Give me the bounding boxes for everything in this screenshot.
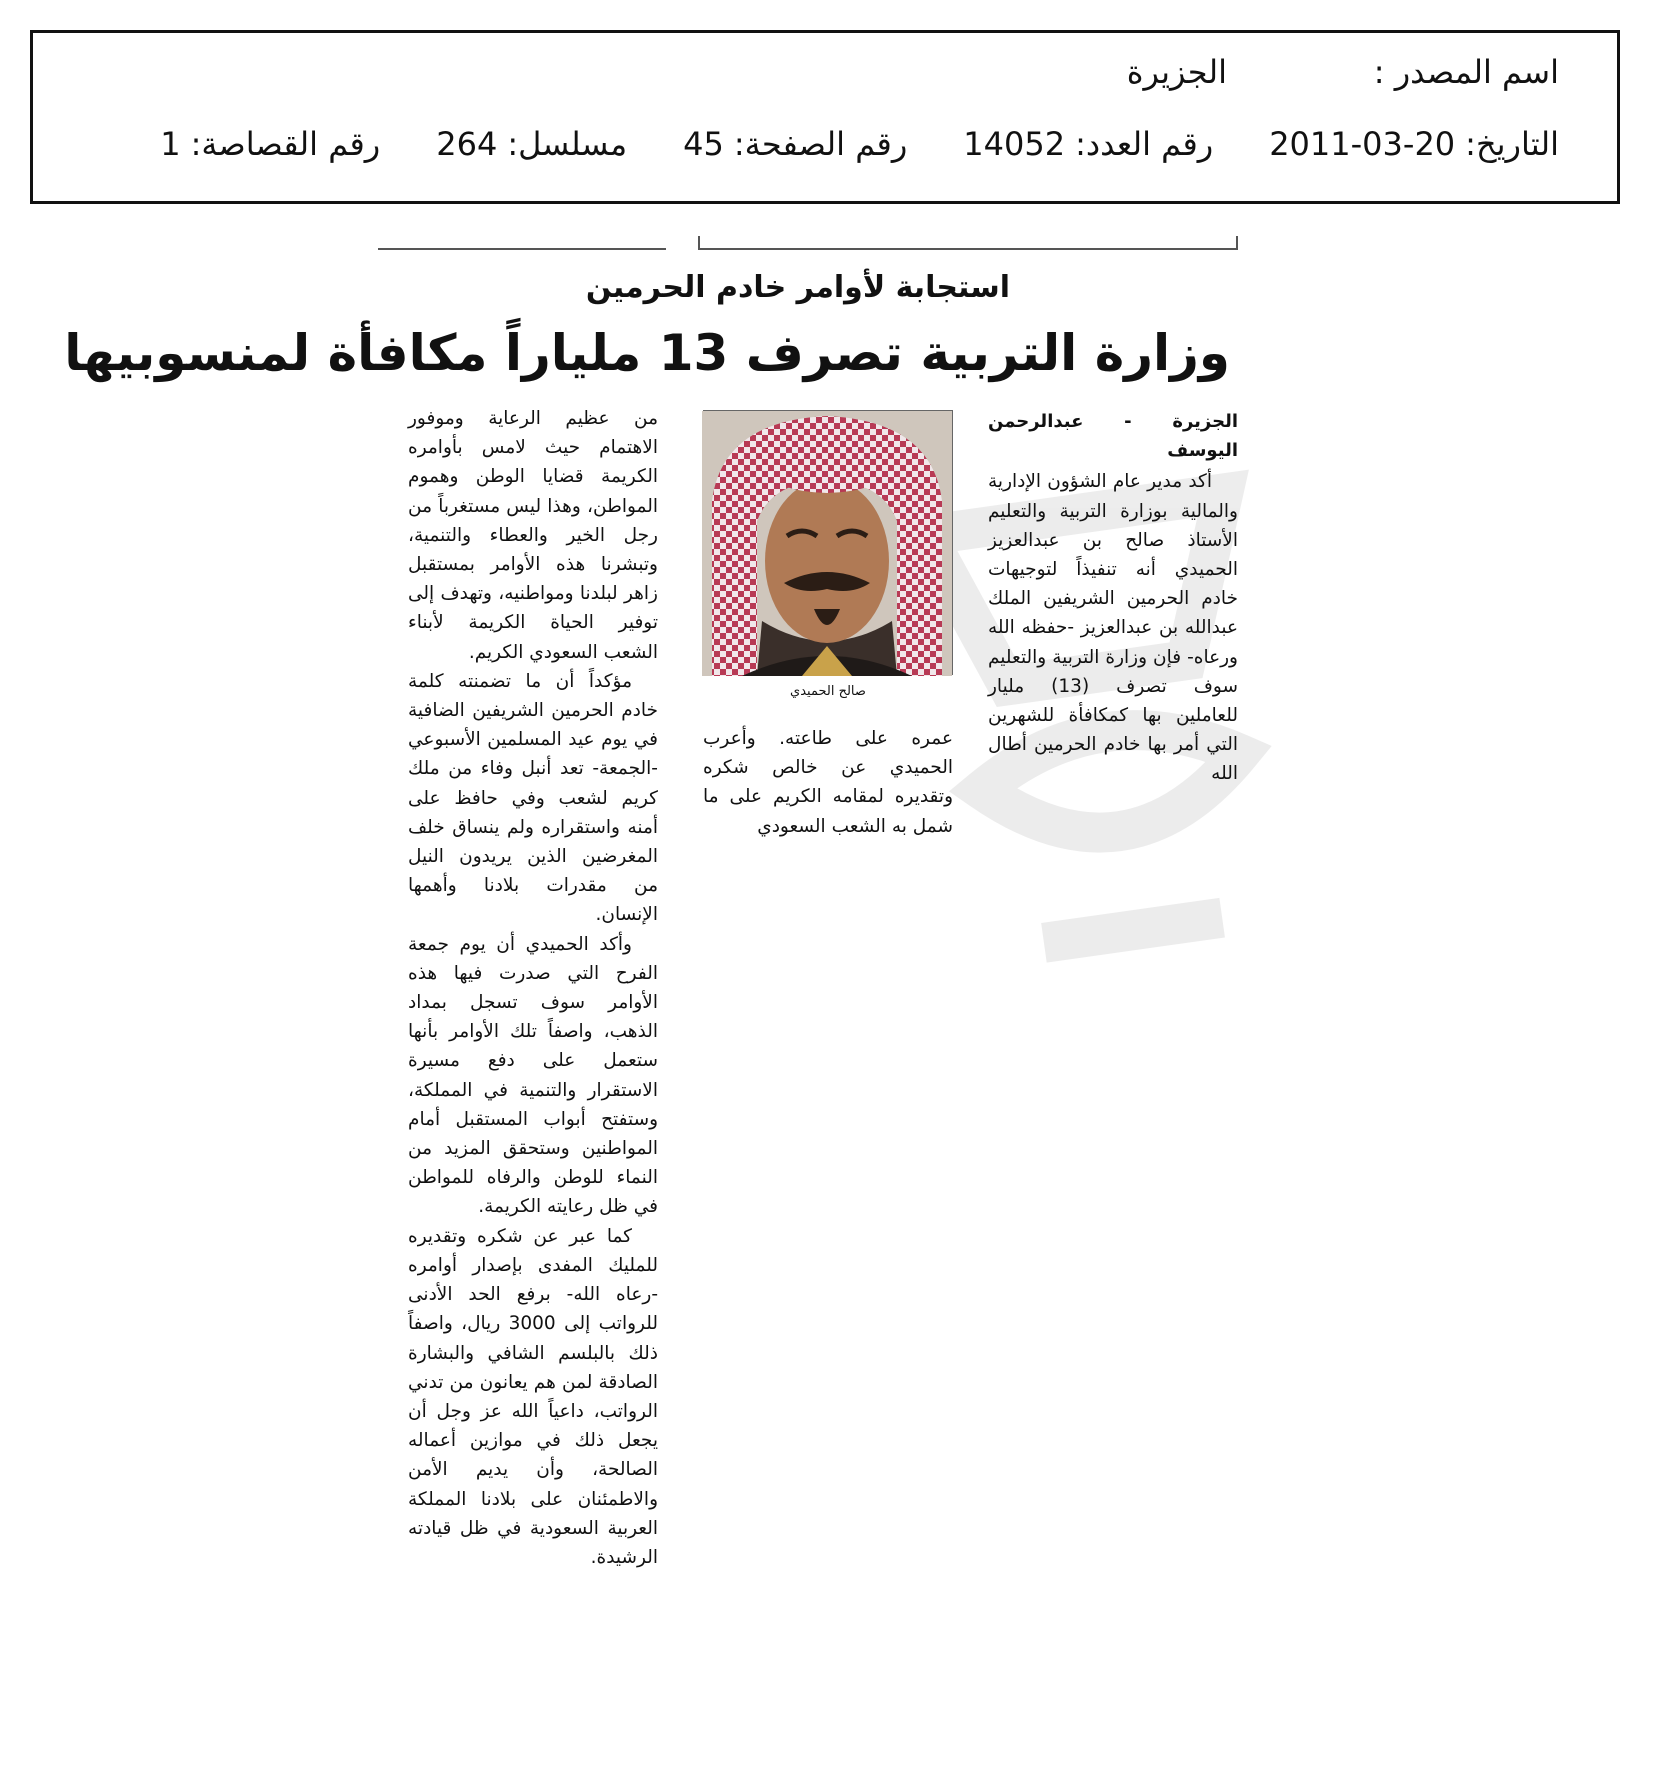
byline: الجزيرة - عبدالرحمن اليوسف: [988, 411, 1238, 462]
paragraph: أكد مدير عام الشؤون الإدارية والمالية بوزارة التربية والتعليم الأستاذ صالح بن عبدالعزيز الحميدي أنه تنفيذاً لتوجيهات خادم الحرمين الشريفين الملك عبدالله بن عبدالعزيز -حفظه الله ورعاه- فإن وزارة التربية والتعليم سوف تصرف (13) مليار للعاملين بها كمكافأة للشهرين التي أمر بها خادم الحرمين أطال الله: [988, 471, 1238, 785]
paragraph: وأكد الحميدي أن يوم جمعة الفرح التي صدرت فيها هذه الأوامر سوف تسجل بمداد الذهب، واصفاً تلك الأوامر بأنها ستعمل على دفع مسيرة الاستقرار والتنمية في المملكة، وستفتح أبواب المستقبل أمام المواطنين وستحقق المزيد من النماء للوطن والرفاه للمواطن في ظل رعايته الكريمة.: [408, 933, 658, 1218]
article-kicker: استجابة لأوامر خادم الحرمين: [585, 270, 1010, 305]
source-value: الجزيرة: [1126, 53, 1227, 91]
clip-number-field: [160, 125, 380, 163]
meta-row: [160, 125, 1559, 163]
page-value: 45: [683, 125, 724, 163]
column-right: [988, 407, 1238, 789]
date-value: 2011-03-20: [1269, 125, 1456, 163]
date-field: [1269, 125, 1559, 163]
article-headline: وزارة التربية تصرف 13 ملياراً مكافأة لمنسوبيها: [64, 324, 1230, 382]
column-left: [408, 404, 658, 1572]
serial-field: [436, 125, 627, 163]
top-rule-right: [698, 236, 1238, 250]
paragraph: عمره على طاعته. وأعرب الحميدي عن خالص شكره وتقديره لمقامه الكريم على ما شمل به الشعب السعودي: [703, 728, 953, 837]
paragraph: مؤكداً أن ما تضمنته كلمة خادم الحرمين الشريفين الضافية في يوم عيد المسلمين الأسبوعي -الجمعة- تعد أنبل وفاء من ملك كريم لشعب وفي حافظ على أمنه واستقراره ولم ينساق خلف المغرضين الذين يريدون النيل من مقدرات بلادنا وأهمها الإنسان.: [408, 670, 658, 926]
page-label: رقم الصفحة:: [733, 125, 908, 163]
issue-value: 14052: [963, 125, 1066, 163]
issue-field: [963, 125, 1213, 163]
top-rule-left: [378, 248, 666, 250]
article-clipping: [64, 232, 1238, 1767]
paragraph: كما عبر عن شكره وتقديره للمليك المفدى بإصدار أوامره -رعاه الله- برفع الحد الأدنى للرواتب إلى 3000 ريال، واصفاً ذلك بالبلسم الشافي والبشارة الصادقة لمن هم يعانون من تدني الرواتب، داعياً الله عز وجل أن يجعل ذلك في موازين أعماله الصالحة، وأن يديم الأمن والاطمئنان على بلادنا المملكة العربية السعودية في ظل قيادته الرشيدة.: [408, 1225, 658, 1568]
paragraph: من عظيم الرعاية وموفور الاهتمام حيث لامس بأوامره الكريمة قضايا الوطن وهموم المواطن، وهذا ليس مستغرباً من رجل الخير والعطاء والتنمية، وتبشرنا هذه الأوامر بمستقبل زاهر لبلدنا ومواطنيه، وتهدف إلى توفير الحياة الكريمة لأبناء الشعب السعودي الكريم.: [408, 408, 658, 663]
serial-label: مسلسل:: [507, 125, 628, 163]
page-field: [683, 125, 907, 163]
clip-number-value: 1: [160, 125, 181, 163]
photo-caption: صالح الحميدي: [790, 684, 866, 699]
issue-label: رقم العدد:: [1075, 125, 1214, 163]
clip-number-label: رقم القصاصة:: [190, 125, 381, 163]
clipping-header: [30, 30, 1620, 204]
serial-value: 264: [436, 125, 498, 163]
source-label: اسم المصدر :: [1373, 53, 1559, 91]
date-label: التاريخ:: [1465, 125, 1559, 163]
portrait-photo: [703, 410, 953, 675]
column-middle: [703, 724, 953, 841]
